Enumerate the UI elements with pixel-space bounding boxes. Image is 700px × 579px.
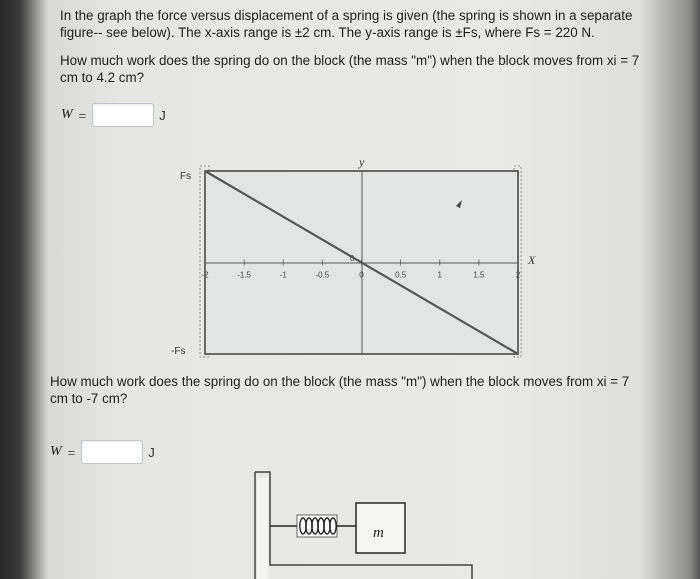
wall-body <box>257 478 268 579</box>
y-axis-label: y <box>359 155 365 169</box>
mass-label: m <box>373 525 384 541</box>
x-tick-label: -1.5 <box>237 270 252 280</box>
x-tick-label: -1 <box>279 270 287 280</box>
y-bottom-label: -Fs <box>171 346 186 357</box>
origin-label: 0 <box>350 254 355 263</box>
x-tick-label: 1.5 <box>473 270 485 280</box>
x-tick-label: -0.5 <box>315 270 330 280</box>
answer-2-input[interactable] <box>81 440 143 464</box>
answer-1-unit: J <box>159 107 166 123</box>
x-tick-label: 2 <box>515 270 521 280</box>
question-2-line-1: How much work does the spring do on the block (the mass "m") when the block moves from xi = 7 <box>50 374 630 389</box>
x-tick-label: 0 <box>359 270 364 280</box>
intro-line-1: In the graph the force versus displacement of a spring is given (the spring is shown in a separate <box>60 8 633 23</box>
spring-block-diagram <box>255 472 472 579</box>
x-tick-label: 0.5 <box>395 270 407 280</box>
question-2-line-2: cm to -7 cm? <box>50 391 128 406</box>
wall-top <box>255 472 270 478</box>
spring-coils <box>300 518 336 534</box>
answer-2-equals: = <box>67 444 76 460</box>
answer-2-row <box>50 440 155 464</box>
x-tick-labels <box>201 271 520 280</box>
intro-line-2: figure-- see below). The x-axis range is ±2 cm. The y-axis range is ±Fs, where Fs = 220 N. <box>60 25 595 40</box>
question-1-line-1: How much work does the spring do on the block (the mass "m") when the block moves from xi = 7 <box>60 53 640 68</box>
answer-1-variable: W <box>61 107 73 122</box>
question-1-line-2: cm to 4.2 cm? <box>60 70 145 85</box>
force-displacement-graph <box>171 155 536 357</box>
y-top-label: Fs <box>180 171 192 182</box>
x-tick-label: -2 <box>201 270 209 280</box>
answer-1-equals: = <box>78 107 87 123</box>
answer-2-variable: W <box>50 444 62 459</box>
answer-2-unit: J <box>148 444 155 460</box>
x-tick-label: 1 <box>437 270 442 280</box>
question-2 <box>50 373 629 407</box>
x-axis-label: X <box>528 253 536 267</box>
